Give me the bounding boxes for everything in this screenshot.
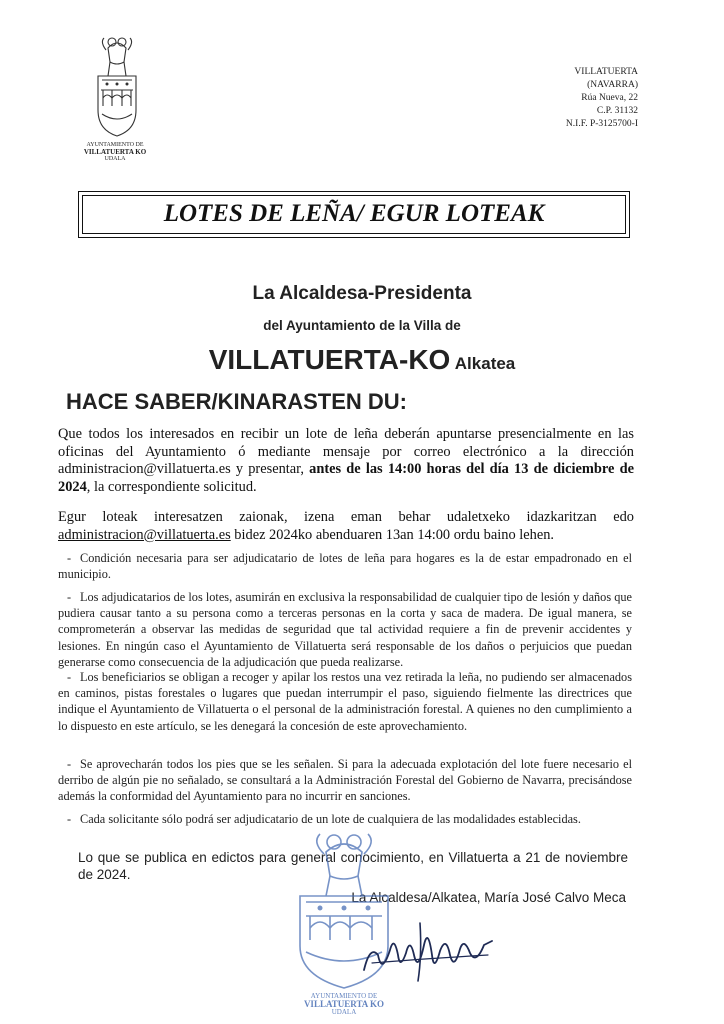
coat-of-arms-icon (88, 32, 146, 142)
stamp-caption (284, 992, 404, 1016)
crest-caption-line: AYUNTAMIENTO DE (86, 142, 144, 148)
address-line: N.I.F. P-3125700-I (565, 119, 638, 129)
bullet-dash: - (66, 757, 72, 771)
list-item-text: Los beneficiarios se obligan a recoger y apilar los restos una vez retirada la leña, no pudiendo ser almacenados en caminos, pistas forestales o lugares que puedan interrumpir el paso, siguiendo fielmente las directrices que indique el Ayuntamiento de Villatuerta o el personal de la administración forestal. A quienes no den cumplimiento a lo dispuesto en este artículo, se les denegará la concesión de este aprovechamiento. (58, 670, 632, 733)
bullet-dash: - (66, 551, 72, 565)
email-link[interactable]: administracion@villatuerta.es (58, 526, 231, 543)
list-item (58, 669, 632, 734)
crest-caption-line: UDALA (104, 156, 126, 162)
heading-council: del Ayuntamiento de la Villa de (263, 318, 461, 333)
document-title: LOTES DE LEÑA/ EGUR LOTEAK (163, 200, 545, 227)
heading-mayor: La Alcaldesa-Presidenta (252, 283, 472, 304)
paragraph-text: Que todos los interesados en recibir un lote de leña deberán apuntarse presencialmente en las oficinas del Ayuntamiento ó mediante mensaje por correo electrónico a la dirección administracion@villatuerta.es y presentar, (58, 426, 634, 477)
list-item (58, 589, 632, 670)
paragraph-text: Egur loteak interesatzen zaionak, izena eman behar udaletxeko idazkaritzan edo (58, 509, 634, 525)
bullet-dash: - (66, 812, 72, 826)
closing-statement: Lo que se publica en edictos para general conocimiento, en Villatuerta a 21 de noviembre de 2024. (78, 850, 628, 882)
crest-caption (70, 142, 160, 163)
list-item-text: Los adjudicatarios de los lotes, asumirán en exclusiva la responsabilidad de cualquier tipo de lesión y daños que pudiera causar tanto a su persona como a terceras personas en la corta y saca de madera. De igual manera, se comprometerán a observar las medidas de seguridad que tal actividad requiere a fin de prevenir accidentes y lesiones. En ningún caso el Ayuntamiento de Villatuerta será responsable de los daños o perjuicios que puedan generarse como consecuencia de la adjudicación que pueda realizarse. (58, 590, 632, 669)
deadline-text: antes de las 14:00 horas del día 13 de diciembre de 2024 (58, 461, 634, 495)
crest-caption-line: VILLATUERTA KO (83, 148, 147, 156)
address-line: (NAVARRA) (587, 80, 638, 90)
heading-announcement: HACE SABER/KINARASTEN DU: (66, 389, 408, 414)
address-line: VILLATUERTA (574, 67, 638, 77)
paragraph-basque (58, 509, 634, 544)
list-item (58, 550, 632, 582)
address-block (566, 66, 638, 131)
paragraph-text: , la correspondiente solicitud. (86, 478, 257, 495)
title-box (78, 191, 630, 238)
bullet-dash: - (66, 670, 72, 684)
paragraph-text: bidez 2024ko abenduaren 13an 14:00 ordu baino lehen. (230, 526, 555, 543)
heading-town-suffix: Alkatea (454, 354, 516, 373)
list-item-text: Se aprovecharán todos los pies que se les señalen. Si para la adecuada explotación del lote fuere necesario el derribo de algún pie no señalado, se consultará a la Administración Forestal del Gobierno de Navarra, precisándose además la conformidad del Ayuntamiento para no incurrir en sanciones. (58, 757, 632, 804)
paragraph-spanish (58, 426, 634, 496)
heading-town (0, 344, 724, 376)
stamp-caption-line: AYUNTAMIENTO DE (310, 992, 378, 1000)
list-item (58, 811, 632, 827)
list-item (58, 756, 632, 805)
stamp-caption-line: VILLATUERTA KO (303, 999, 385, 1009)
address-line: Rúa Nueva, 22 (581, 93, 638, 103)
signature-icon (360, 915, 500, 985)
list-item-text: Cada solicitante sólo podrá ser adjudicatario de un lote de cualquiera de las modalidades establecidas. (80, 812, 581, 826)
bullet-dash: - (66, 590, 72, 604)
list-item-text: Condición necesaria para ser adjudicatario de lotes de leña para hogares es la de estar empadronado en el municipio. (58, 551, 632, 582)
stamp-caption-line: UDALA (331, 1008, 357, 1016)
signer-name: La Alcaldesa/Alkatea, María José Calvo Meca (351, 890, 626, 905)
heading-town-name: VILLATUERTA-KO (208, 344, 451, 375)
address-line: C.P. 31132 (596, 106, 638, 116)
